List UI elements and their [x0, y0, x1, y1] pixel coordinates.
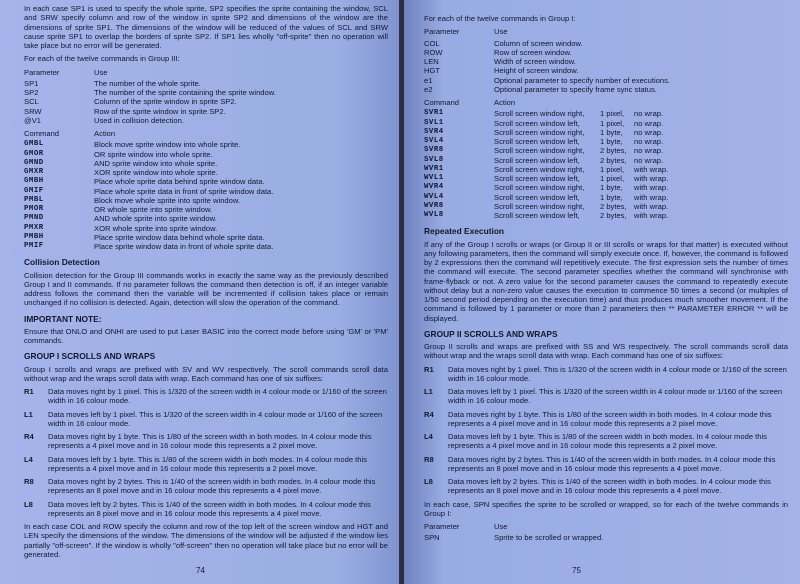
group3-intro: For each of the twelve commands in Group III:: [24, 54, 180, 64]
suffix-item: [24, 500, 388, 519]
suffix-key: R1: [424, 364, 434, 374]
group3-command-table: [24, 140, 388, 251]
suffix-key: L1: [24, 409, 33, 419]
note-text: Ensure that ONLO and ONHI are used to put Laser BASIC into the correct mode before using 'GM' or 'PM' commands.: [24, 326, 388, 345]
group1-closing: In each case COL and ROW specify the column and row of the top left of the screen window and HGT and LEN specify the dimensions of the window. The dimensions of the window will be adjusted if the window lies partially "off-screen". If the window is wholly "off-screen" then no operation will take place but no error will be generated.: [24, 522, 388, 559]
command-amount: 1 pixel,: [600, 118, 625, 128]
command-name: PMIF: [24, 242, 44, 250]
param-name: ROW: [424, 47, 443, 57]
command-name: WVR1: [424, 164, 444, 173]
command-action: Place whole sprite data in front of sprite window data.: [94, 186, 274, 196]
param-use: Column of the sprite window in sprite SP2.: [94, 97, 237, 107]
group2-heading: GROUP II SCROLLS AND WRAPS: [424, 328, 558, 339]
command-action: XOR sprite window into whole sprite.: [94, 168, 218, 177]
suffix-desc: Data moves right by 1 byte. This is 1/80 of the screen width in both modes. In 4 colour mode this represents a 4 pixel move and in 16 colour mode this represents a 2 pixel move.: [48, 432, 372, 451]
suffix-key: R4: [424, 409, 434, 419]
group3-param-table: [24, 79, 388, 125]
command-amount: 1 pixel,: [600, 164, 625, 174]
command-wrap: with wrap.: [634, 183, 669, 193]
param-name: COL: [424, 38, 440, 48]
command-action: Scroll screen window left,: [494, 192, 580, 202]
repeated-heading: Repeated Execution: [424, 226, 505, 237]
command-amount: 2 bytes,: [600, 211, 627, 220]
command-action: Scroll screen window right,: [494, 183, 585, 193]
param-use: Used in collision detection.: [94, 115, 184, 125]
suffix-item: [24, 387, 388, 406]
suffix-item: [24, 432, 388, 451]
suffix-desc: Data moves right by 1 pixel. This is 1/320 of the screen width in 4 colour mode or 1/160 of the screen width in 16 colour mode.: [448, 364, 787, 383]
command-action: Scroll screen window right,: [494, 201, 585, 211]
command-name: WVL8: [424, 211, 444, 219]
left-intro: In each case SP1 is used to specify the whole sprite, SP2 specifies the sprite containing the window, SCL and SRW specify column and row of the window in sprite SP2 and dimensions of the window are the dimensions of sprite SP1. The dimensions of the window will be reduced of the values of SCL and SRW cause sprite SP1 to overlap the borders of sprite SP2. If SP1 lies wholly "off-sprite" then no operation will take place but no error will be generated.: [24, 4, 388, 50]
command-amount: 2 bytes,: [600, 146, 627, 156]
use-header: Use: [494, 27, 508, 37]
suffix-item: [424, 410, 788, 429]
param-use: Column of screen window.: [494, 38, 583, 48]
command-name: GMIF: [24, 186, 44, 195]
suffix-desc: Data moves left by 2 bytes. This is 1/40 of the screen width in both modes. In 4 colour mode this represents an 8 pixel move and in 16 colour mode this represents a 4 pixel move.: [48, 499, 371, 518]
suffix-item: [424, 432, 788, 451]
suffix-desc: Data moves left by 1 pixel. This is 1/320 of the screen width in 4 colour mode or 1/160 of the screen width in 16 colour mode.: [48, 409, 383, 428]
command-wrap: no wrap.: [634, 109, 664, 119]
use-header: Use: [94, 67, 108, 77]
command-name: GMND: [24, 158, 44, 167]
suffix-desc: Data moves right by 2 bytes. This is 1/40 of the screen width in both modes. In 4 colour mode this represents an 8 pixel move and in 16 colour mode this represents a 4 pixel move.: [48, 477, 376, 496]
param-use: Sprite to be scrolled or wrapped.: [494, 533, 604, 543]
command-header: Command: [424, 98, 460, 107]
command-amount: 2 bytes,: [600, 155, 627, 165]
command-name: SVR4: [424, 127, 444, 136]
command-action: Scroll screen window right,: [494, 127, 585, 137]
command-wrap: no wrap.: [634, 137, 664, 146]
command-action: Scroll screen window left,: [494, 174, 580, 183]
command-name: PMBH: [24, 232, 44, 241]
param-use: Height of screen window.: [494, 66, 579, 76]
suffix-key: R8: [424, 454, 434, 464]
group2-param-table: [424, 533, 788, 542]
suffix-item: [24, 455, 388, 474]
param-use: The number of the sprite containing the sprite window.: [94, 88, 276, 97]
param-name: e2: [424, 84, 433, 94]
command-name: WVR4: [424, 183, 444, 192]
command-amount: 1 byte,: [600, 137, 623, 146]
group1-heading: GROUP I SCROLLS AND WRAPS: [24, 351, 156, 362]
suffix-desc: Data moves left by 1 pixel. This is 1/320 of the screen width in 4 colour mode or 1/160 of the screen width in 16 colour mode.: [448, 387, 783, 406]
command-name: WVR8: [424, 201, 444, 210]
command-wrap: with wrap.: [634, 192, 669, 202]
action-header: Action: [94, 129, 116, 138]
command-name: PMND: [24, 214, 44, 223]
command-action: Block move sprite window into whole sprite.: [94, 140, 241, 150]
suffix-desc: Data moves left by 1 byte. This is 1/80 of the screen width in both modes. In 4 colour mode this represents a 4 pixel move and in 16 colour mode this represents a 2 pixel move.: [448, 432, 767, 451]
command-name: PMXR: [24, 223, 44, 232]
command-name: SVL4: [424, 137, 444, 145]
param-name: e1: [424, 75, 433, 85]
command-action: Scroll screen window right,: [494, 109, 585, 119]
command-name: SVR1: [424, 109, 444, 118]
suffix-key: L4: [24, 454, 33, 464]
group1-param-table: [424, 39, 788, 95]
command-wrap: no wrap.: [634, 155, 664, 165]
param-use: The number of the whole sprite.: [94, 78, 201, 88]
command-action: Scroll screen window left,: [494, 137, 580, 146]
command-name: WVL4: [424, 192, 444, 201]
command-amount: 1 byte,: [600, 127, 623, 137]
param-name: SP2: [24, 88, 39, 97]
command-amount: 1 byte,: [600, 183, 623, 193]
suffix-key: L8: [24, 499, 33, 509]
command-action: XOR whole sprite into sprite window.: [94, 223, 218, 233]
command-action: Scroll screen window right,: [494, 146, 585, 156]
group1-param-header: [424, 27, 788, 36]
right-page: [404, 0, 800, 584]
param-use: Row of screen window.: [494, 47, 572, 57]
command-name: GMOR: [24, 149, 44, 158]
command-name: PMOR: [24, 205, 44, 213]
command-amount: 1 byte,: [600, 192, 623, 202]
suffix-desc: Data moves right by 1 pixel. This is 1/320 of the screen width in 4 colour mode or 1/160 of the screen width in 16 colour mode.: [48, 387, 387, 406]
command-header: Command: [24, 129, 60, 138]
command-wrap: with wrap.: [634, 211, 669, 220]
note-heading: IMPORTANT NOTE:: [24, 313, 102, 324]
page-number: 74: [196, 566, 205, 576]
param-name: SPN: [424, 533, 440, 543]
param-header: Parameter: [424, 522, 460, 531]
command-wrap: with wrap.: [634, 174, 669, 183]
command-name: GMBL: [24, 140, 44, 149]
command-action: Scroll screen window left,: [494, 211, 580, 220]
command-name: GMBH: [24, 177, 44, 186]
suffix-desc: Data moves right by 2 bytes. This is 1/40 of the screen width in both modes. In 4 colour mode this represents an 8 pixel move and in 16 colour mode this represents a 4 pixel move.: [448, 454, 776, 473]
param-header: Parameter: [24, 67, 60, 77]
command-wrap: with wrap.: [634, 164, 669, 174]
command-action: Block move whole sprite into sprite window.: [94, 195, 241, 205]
suffix-key: R1: [24, 387, 34, 396]
command-wrap: with wrap.: [634, 201, 669, 211]
command-name: PMBL: [24, 195, 44, 204]
command-action: Place sprite window data in front of whole sprite data.: [94, 242, 274, 251]
group2-closing: In each case, SPN specifies the sprite to be scrolled or wrapped, so for each of the twelve commands in Group I:: [424, 499, 788, 518]
command-action: Scroll screen window right,: [494, 164, 585, 174]
param-use: Optional parameter to specify number of executions.: [494, 75, 671, 85]
param-use: Row of the sprite window in sprite SP2.: [94, 106, 226, 116]
command-name: SVL8: [424, 155, 444, 164]
command-action: OR sprite window into whole sprite.: [94, 149, 213, 159]
param-name: @V1: [24, 115, 41, 125]
suffix-item: [24, 477, 388, 496]
param-name: SP1: [24, 78, 39, 88]
command-action: AND sprite window into whole sprite.: [94, 158, 218, 168]
group1-command-table: [424, 109, 788, 220]
command-action: OR whole sprite into sprite window.: [94, 205, 213, 214]
command-action: Scroll screen window left,: [494, 118, 580, 128]
command-amount: 2 bytes,: [600, 201, 627, 211]
suffix-desc: Data moves left by 1 byte. This is 1/80 of the screen width in both modes. In 4 colour mode this represents a 4 pixel move and in 16 colour mode this represents a 2 pixel move.: [48, 454, 367, 473]
param-name: SCL: [24, 97, 39, 107]
suffix-key: L1: [424, 387, 433, 396]
command-amount: 1 pixel,: [600, 109, 625, 119]
suffix-item: [424, 387, 788, 406]
collision-heading: Collision Detection: [24, 257, 100, 268]
param-use: Width of screen window.: [494, 57, 576, 66]
command-name: GMXR: [24, 168, 44, 176]
suffix-item: [424, 455, 788, 474]
command-wrap: no wrap.: [634, 127, 664, 137]
suffix-item: [24, 410, 388, 429]
page-number: 75: [572, 566, 581, 576]
suffix-key: L8: [424, 477, 433, 486]
use-header: Use: [494, 522, 508, 531]
group1-command-header: [424, 98, 788, 107]
suffix-item: [424, 365, 788, 384]
param-name: LEN: [424, 57, 439, 66]
repeated-text: If any of the Group I scrolls or wraps (or Group II or III scrolls or wraps for that matter) is executed without any following parameters, then the command will simply execute once. If, however, the command is followed by 2 expressions then the command will repetitively execute. The first expression sets the number of times the command will execute. The second parameter specifies whether the command will synchronise with frame-flyback or not. A zero value for the second parameter causes the command to repeatedly execute without delay but a non-zero value causes the execution to commence 50 times a second (or multiples of 1/50 second period depending on the execution time) and thus produces much smoother movement. If the command is followed by 1 parameter or more than 2 parameters then ** PARAMETER ERROR ** will be displayed.: [424, 239, 788, 323]
command-action: Place sprite window data behind whole sprite data.: [94, 232, 265, 242]
suffix-key: R4: [24, 432, 34, 441]
param-name: SRW: [24, 106, 42, 116]
group2-param-header: [424, 522, 788, 531]
command-name: SVR8: [424, 146, 444, 155]
param-use: Optional parameter to specify frame sync status.: [494, 84, 657, 94]
suffix-key: R8: [24, 477, 34, 486]
command-amount: 1 pixel,: [600, 174, 625, 183]
param-name: HGT: [424, 66, 441, 76]
command-name: SVL1: [424, 118, 444, 127]
group1-intro: Group I scrolls and wraps are prefixed with SV and WV respectively. The scroll commands scroll data without wrap and the wraps scroll data with wrap. Each command has one of six suffixes:: [24, 364, 388, 383]
command-action: AND whole sprite into sprite window.: [94, 214, 217, 224]
right-intro: For each of the twelve commands in Group I:: [424, 14, 576, 23]
suffix-item: [424, 477, 788, 496]
command-wrap: no wrap.: [634, 146, 664, 156]
collision-text: Collision detection for the Group III commands works in exactly the same way as the previously described Group I and II commands. If no parameter follows the command then detection is off, if an integer variable address follows the command then the variable will be incremented if collision takes place or remain unchanged if no collision is detected. Again, detection will slow the operation of the command.: [24, 270, 388, 308]
command-action: Place whole sprite data behind sprite window data.: [94, 177, 265, 187]
command-name: WVL1: [424, 174, 444, 182]
suffix-key: L4: [424, 432, 433, 441]
param-header: Parameter: [424, 27, 460, 37]
group3-param-header: [24, 68, 388, 77]
command-wrap: no wrap.: [634, 118, 664, 128]
suffix-desc: Data moves right by 1 byte. This is 1/80 of the screen width in both modes. In 4 colour mode this represents a 4 pixel move and in 16 colour mode this represents a 2 pixel move.: [448, 409, 772, 428]
group3-command-header: [24, 129, 388, 138]
group2-intro: Group II scrolls and wraps are prefixed with SS and WS respectively. The scroll commands scroll data without wrap and the wraps scroll data with wrap. Each command has one of six suffixes:: [424, 342, 788, 361]
suffix-desc: Data moves left by 2 bytes. This is 1/40 of the screen width in both modes. In 4 colour mode this represents an 8 pixel move and in 16 colour mode this represents a 4 pixel move.: [448, 477, 771, 496]
command-action: Scroll screen window left,: [494, 155, 580, 165]
action-header: Action: [494, 98, 516, 107]
